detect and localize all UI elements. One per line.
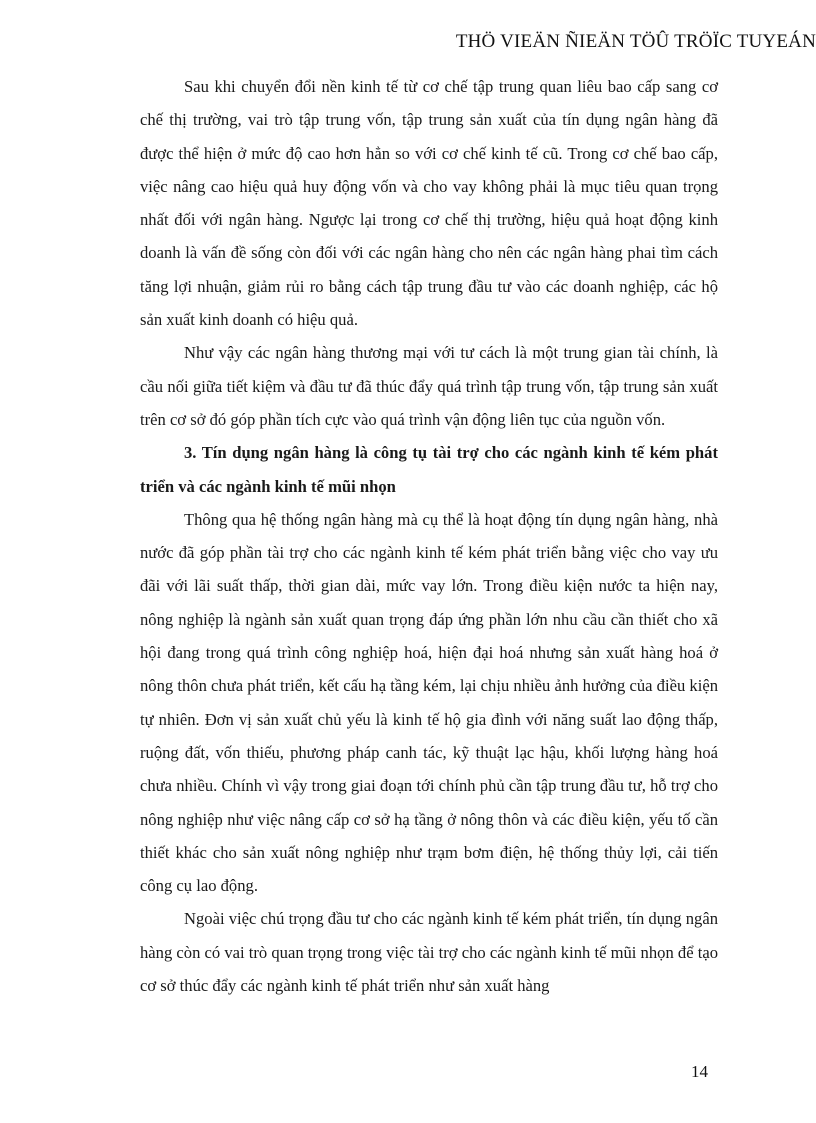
section-heading-3: 3. Tín dụng ngân hàng là công tụ tài trợ cho các ngành kinh tế kém phát triển và các ngành kinh tế mũi nhọn [140,443,718,496]
paragraph-market-mechanism: Sau khi chuyển đổi nền kinh tế từ cơ chế tập trung quan liêu bao cấp sang cơ chế thị trường, vai trò tập trung vốn, tập trung sản xuất của tín dụng ngân hàng đã được thể hiện ở mức độ cao hơn hẳn so với cơ chế kinh tế cũ. Trong cơ chế bao cấp, việc nâng cao hiệu quả huy động vốn và cho vay không phải là mục tiêu quan trọng nhất đối với ngân hàng. Ngược lại trong cơ chế thị trường, hiệu quả hoạt động kinh doanh là vấn đề sống còn đối với các ngân hàng cho nên các ngân hàng phai tìm cách tăng lợi nhuận, giảm rủi ro bằng cách tập trung đầu tư vào các doanh nghiệp, các hộ sản xuất kinh doanh có hiệu quả. [140,77,718,330]
library-header: THÖ VIEÄN ÑIEÄN TÖÛ TRÖÏC TUYEÁN [455,31,816,52]
paragraph-spearhead-sectors: Ngoài việc chú trọng đầu tư cho các ngành kinh tế kém phát triển, tín dụng ngân hàng còn có vai trò quan trọng trong việc tài trợ cho các ngành kinh tế mũi nhọn để tạo cơ sở thúc đẩy các ngành kinh tế phát triển như sản xuất hàng [140,909,718,996]
paragraph-state-funding: Thông qua hệ thống ngân hàng mà cụ thể là hoạt động tín dụng ngân hàng, nhà nước đã góp phần tài trợ cho các ngành kinh tế kém phát triển bằng việc cho vay ưu đãi với lãi suất thấp, thời gian dài, mức vay lớn. Trong điều kiện nước ta hiện nay, nông nghiệp là ngành sản xuất quan trọng đáp ứng phần lớn nhu cầu cần thiết cho xã hội đang trong quá trình công nghiệp hoá, hiện đại hoá nhưng sản xuất hàng hoá ở nông thôn chưa phát triển, kết cấu hạ tầng kém, lại chịu nhiều ảnh hưởng của điều kiện tự nhiên. Đơn vị sản xuất chủ yếu là kinh tế hộ gia đình với năng suất lao động thấp, ruộng đất, vốn thiếu, phương pháp canh tác, kỹ thuật lạc hậu, khối lượng hàng hoá chưa nhiều. Chính vì vậy trong giai đoạn tới chính phủ cần tập trung đầu tư, hỗ trợ cho nông nghiệp như việc nâng cấp cơ sở hạ tầng ở nông thôn và các điều kiện, yếu tố cần thiết khác cho sản xuất nông nghiệp như trạm bơm điện, hệ thống thủy lợi, cải tiến công cụ lao động. [140,509,718,896]
document-body [140,70,718,1002]
page-number: 14 [691,1062,708,1081]
paragraph-commercial-banks: Như vậy các ngân hàng thương mại với tư cách là một trung gian tài chính, là cầu nối giữa tiết kiệm và đầu tư đã thúc đẩy quá trình tập trung vốn, tập trung sản xuất trên cơ sở đó góp phần tích cực vào quá trình vận động liên tục của nguồn vốn. [140,343,718,429]
